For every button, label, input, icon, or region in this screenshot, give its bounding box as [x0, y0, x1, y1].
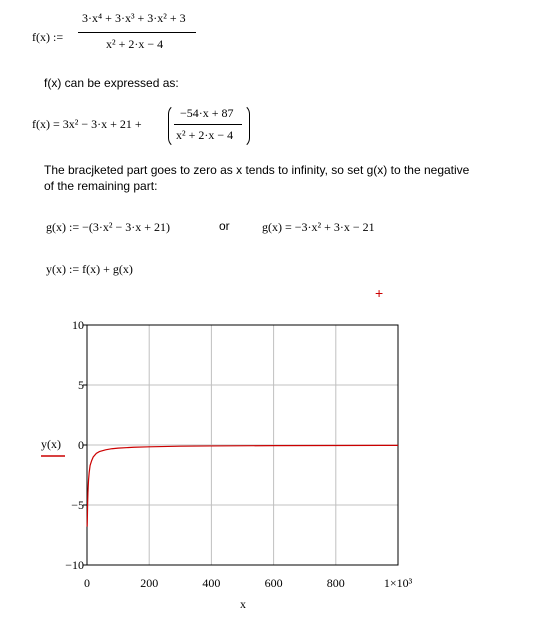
crosshair-cursor-icon: +	[375, 285, 384, 301]
y-tick-label: 5	[78, 378, 84, 392]
y-definition[interactable]: y(x) := f(x) + g(x)	[46, 262, 133, 276]
y-tick-label: −10	[65, 558, 84, 572]
y-trace-line	[87, 445, 398, 526]
x-tick-label: 0	[84, 576, 90, 590]
g-definition[interactable]: g(x) := −(3·x² − 3·x + 21)	[46, 220, 170, 234]
x-tick-label: 200	[140, 576, 159, 590]
x-tick-label: 600	[264, 576, 283, 590]
y-axis-label[interactable]: y(x)	[41, 437, 61, 451]
y-tick-label: 0	[78, 438, 84, 452]
f-expanded-numerator[interactable]: −54·x + 87	[180, 106, 234, 120]
f-definition-denominator[interactable]: x² + 2·x − 4	[106, 37, 164, 51]
x-tick-label: 1×10³	[383, 576, 413, 590]
g-evaluated[interactable]: g(x) = −3·x² + 3·x − 21	[262, 220, 375, 234]
x-tick-label: 400	[202, 576, 221, 590]
or-text[interactable]: or	[219, 219, 230, 233]
y-tick-label: −5	[71, 498, 84, 512]
x-axis-label[interactable]: x	[240, 597, 246, 611]
y-tick-label: 10	[72, 318, 84, 332]
explanation-line-2[interactable]: of the remaining part:	[44, 179, 158, 193]
expressed-text[interactable]: f(x) can be expressed as:	[44, 76, 179, 90]
x-tick-label: 800	[326, 576, 345, 590]
explanation-line-1[interactable]: The bracjketed part goes to zero as x tends to infinity, so set g(x) to the negative	[44, 163, 470, 177]
f-definition-lhs[interactable]: f(x) :=	[32, 30, 64, 44]
f-expanded-lhs[interactable]: f(x) = 3x² − 3·x + 21 +	[32, 117, 142, 131]
f-definition-numerator[interactable]: 3·x⁴ + 3·x³ + 3·x² + 3	[82, 11, 186, 25]
f-expanded-denominator[interactable]: x² + 2·x − 4	[176, 128, 234, 142]
